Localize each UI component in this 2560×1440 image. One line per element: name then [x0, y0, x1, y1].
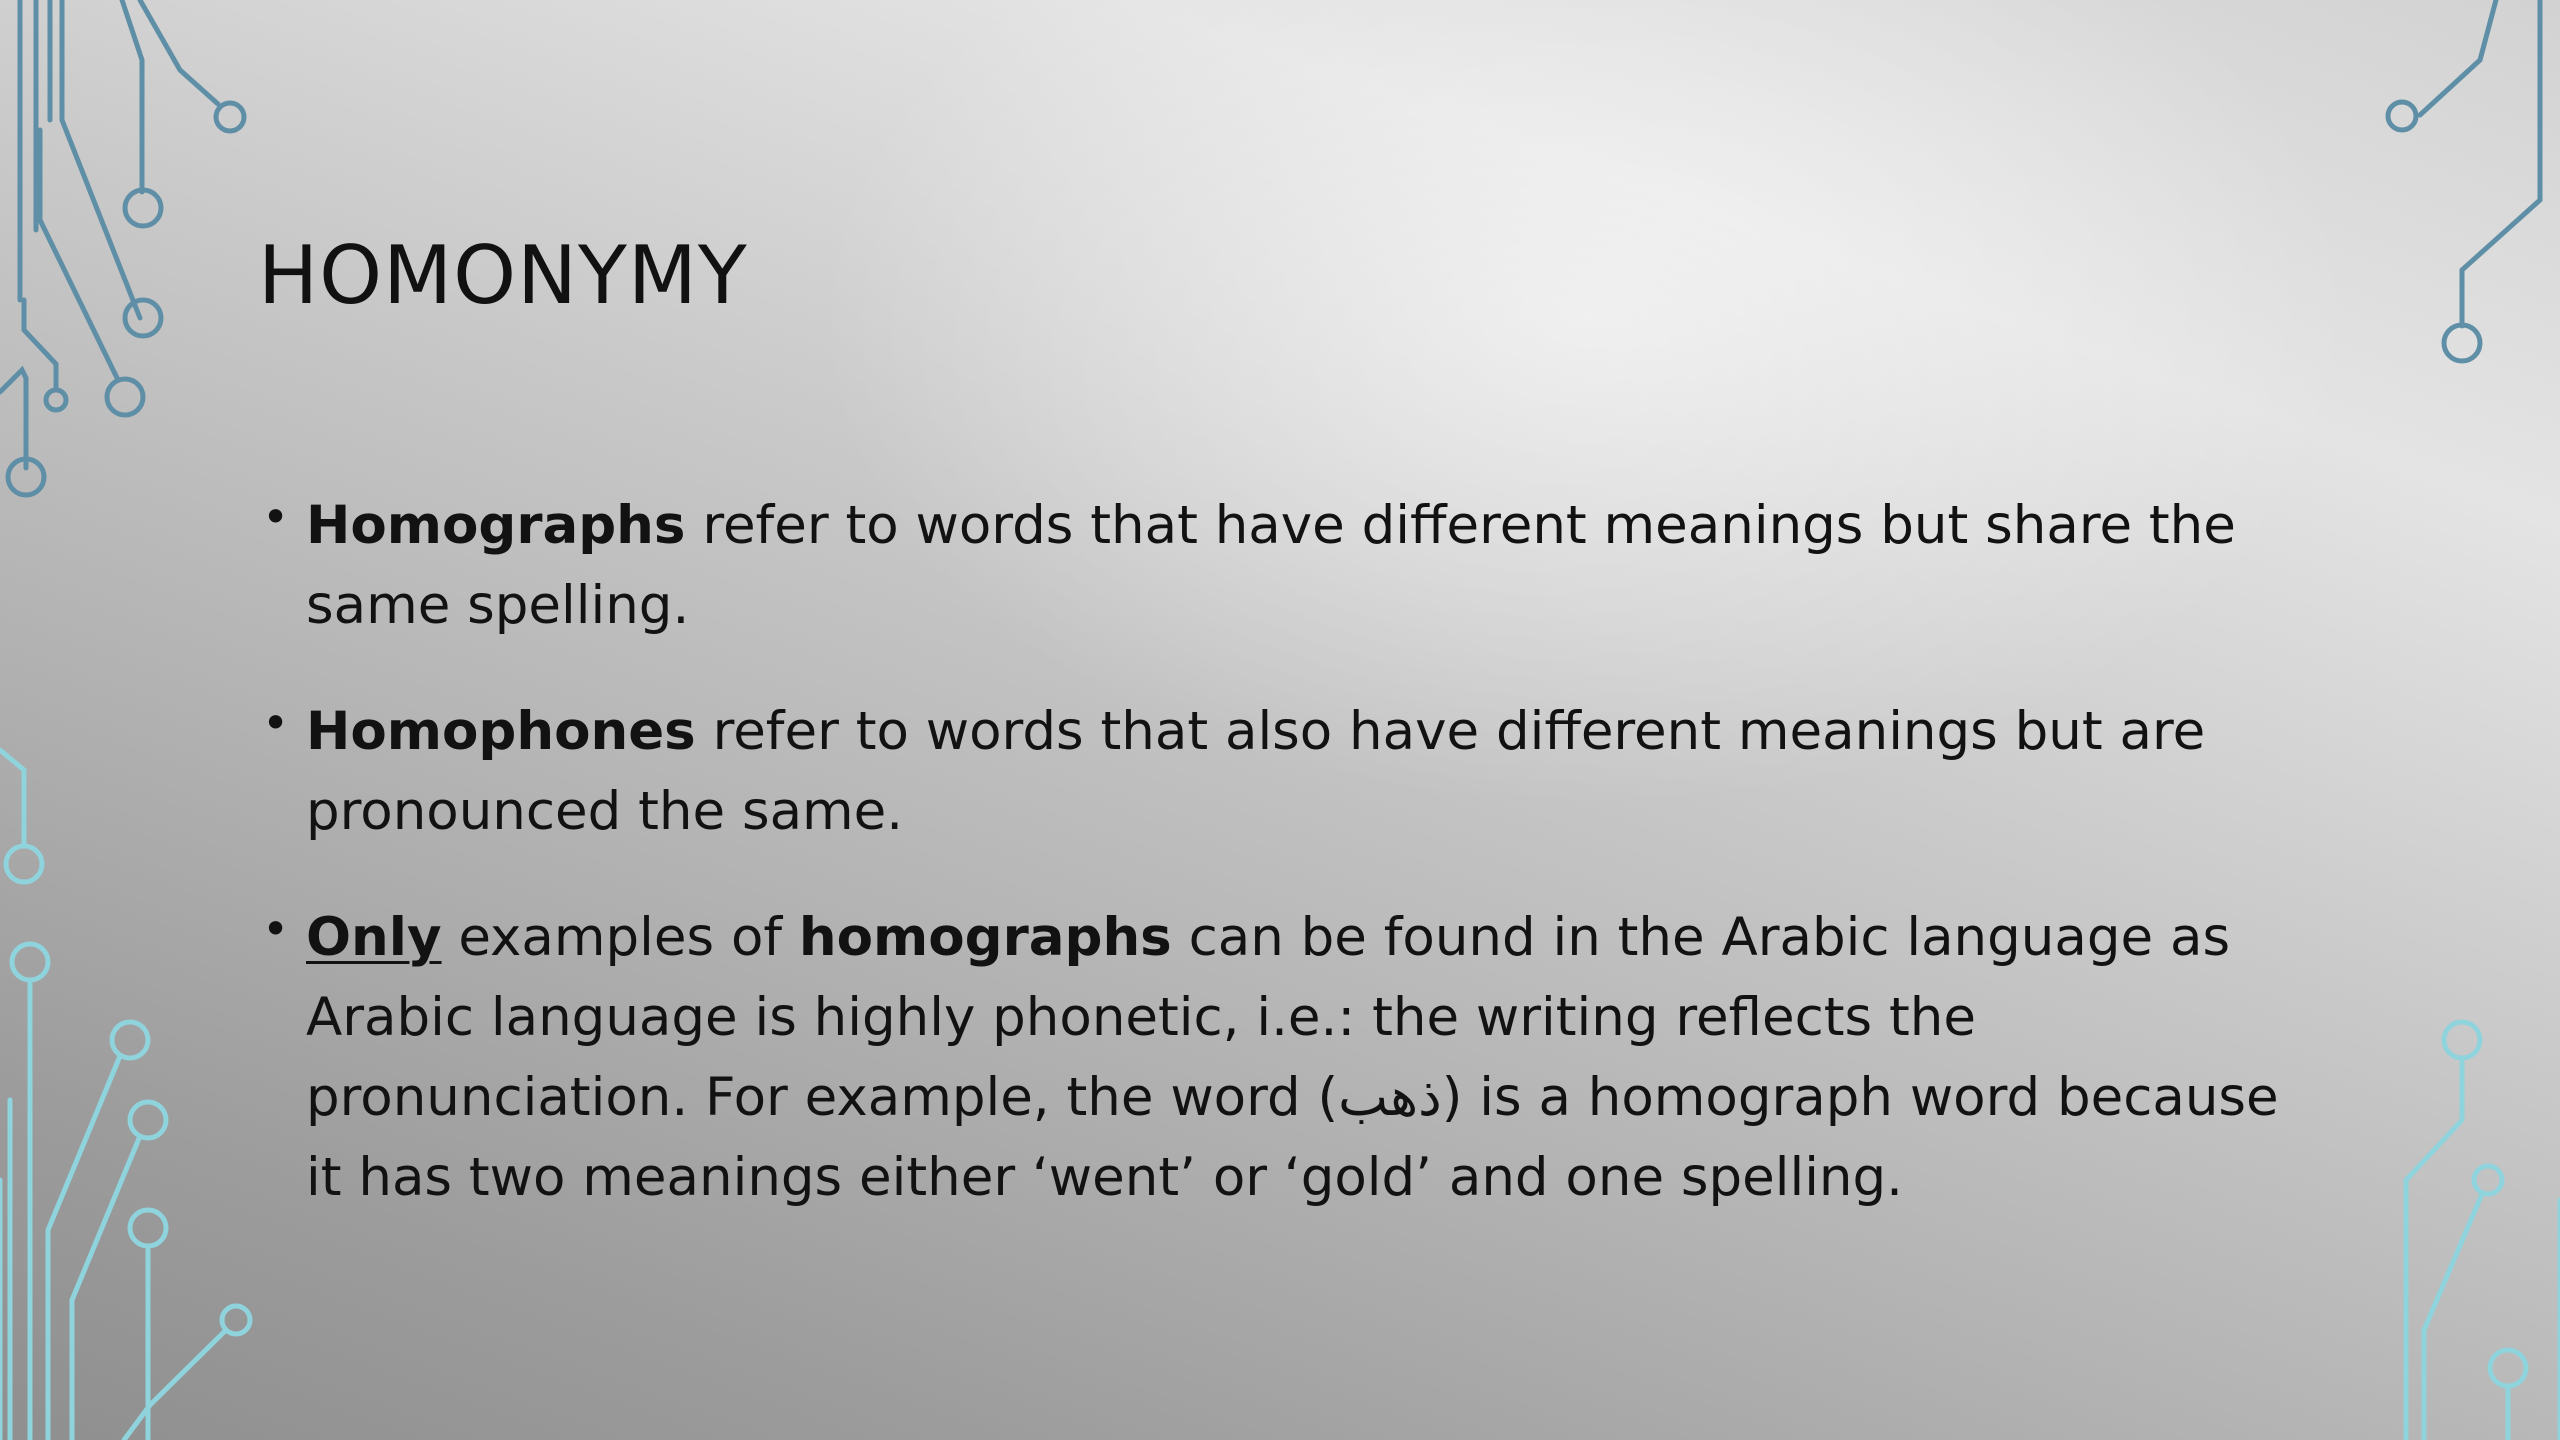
- term-homographs-inline: homographs: [798, 907, 1172, 968]
- bullet-text: refer to words that have different meanings but share the same spelling.: [306, 495, 2236, 636]
- emphasis-only: Only: [306, 907, 442, 968]
- term-homographs: Homographs: [306, 495, 686, 556]
- bullet-text: examples of: [441, 907, 799, 968]
- bullet-homographs: [258, 486, 2318, 646]
- term-homophones: Homophones: [306, 701, 696, 762]
- bullet-arabic-homographs: [258, 898, 2318, 1218]
- bullet-text: refer to words that also have different meanings but are pronounced the same.: [306, 701, 2206, 842]
- bullet-list: [258, 486, 2318, 1264]
- bullet-icon: •: [262, 902, 290, 956]
- bullet-homophones: [258, 692, 2318, 852]
- circuit-bottom-left: [0, 750, 250, 1440]
- circuit-top-right: [2388, 0, 2540, 361]
- slide-title: HOMONYMY: [258, 229, 748, 322]
- bullet-text: can be found in the Arabic language as Arabic language is highly phonetic, i.e.: the writing reflects the pronunciation. For example, the word (: [306, 907, 2231, 1128]
- bullet-icon: •: [262, 490, 290, 544]
- bullet-icon: •: [262, 696, 290, 750]
- circuit-bottom-right: [2406, 1022, 2560, 1440]
- arabic-word: ذهب: [1338, 1067, 1442, 1128]
- bullet-text: ) is a homograph word because it has two meanings either ‘went’ or ‘gold’ and one spelling.: [306, 1067, 2279, 1208]
- circuit-top-left: [0, 0, 244, 495]
